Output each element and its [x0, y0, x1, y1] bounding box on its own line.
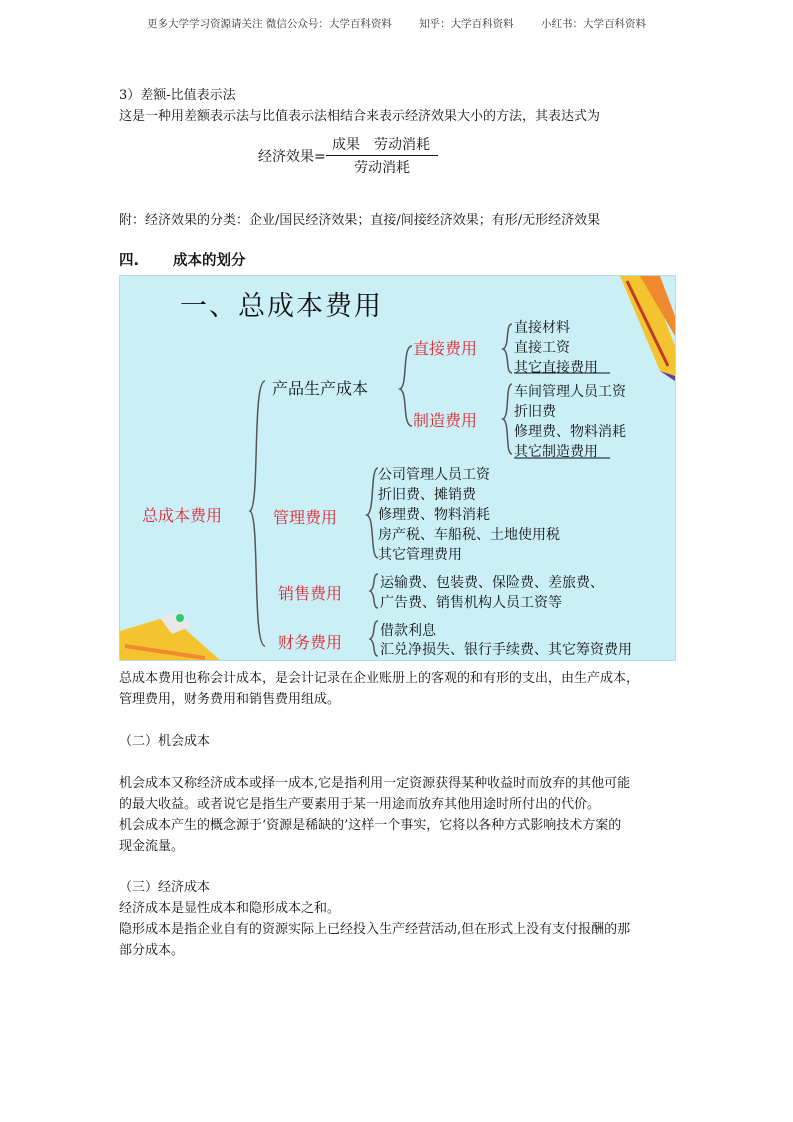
root-brace — [250, 381, 265, 646]
finance-item: 借款利息 — [380, 623, 436, 639]
admin-item: 修理费、物料消耗 — [378, 507, 490, 523]
direct-cost-label: 直接费用 — [413, 339, 478, 358]
cost-breakdown-slide — [119, 275, 676, 661]
economic-line: 部分成本。 — [119, 943, 185, 958]
method-desc: 这是一种用差额表示法与比值表示法相结合来表示经济效果大小的方法，其表达式为 — [119, 109, 601, 124]
finance-item: 汇兑净损失、银行手续费、其它筹资费用 — [380, 642, 632, 658]
opportunity-heading: （二）机会成本 — [119, 734, 211, 749]
economic-line: 隐形成本是指企业自有的资源实际上已经投入生产经营活动,但在形式上没有支付报酬的那 — [119, 922, 631, 937]
economic-line: 经济成本是显性成本和隐形成本之和。 — [119, 901, 341, 916]
total-desc-line: 总成本费用也称会计成本，是会计记录在企业账册上的客观的和有形的支出，由生产成本， — [119, 671, 640, 686]
header-xiaohongshu: 小红书：大学百科资料 — [541, 18, 647, 30]
pencil-decoration-bottom — [120, 612, 220, 660]
admin-item: 房产税、车船税、土地使用税 — [378, 527, 560, 543]
admin-item: 折旧费、摊销费 — [378, 487, 476, 503]
manufacture-item: 其它制造费用 — [514, 444, 598, 460]
sales-item: 广告费、销售机构人员工资等 — [380, 595, 562, 611]
manufacture-cost-label: 制造费用 — [413, 411, 478, 430]
admin-item: 其它管理费用 — [378, 547, 462, 563]
header-wechat: 更多大学学习资源请关注 微信公众号：大学百科资料 — [146, 18, 392, 30]
fraction-bar — [326, 155, 438, 156]
sales-item: 运输费、包装费、保险费、差旅费、 — [380, 575, 604, 591]
formula-lhs: 经济效果= — [258, 149, 326, 165]
opportunity-line: 机会成本产生的概念源于‘资源是稀缺的’这样一个事实，它将以各种方式影响技术方案的 — [119, 818, 622, 833]
opportunity-line: 现金流量。 — [119, 839, 185, 854]
page-header — [0, 16, 793, 31]
admin-item: 公司管理人员工资 — [378, 467, 490, 483]
manufacture-item: 车间管理人员工资 — [514, 384, 626, 400]
slide-title: 一、总成本费用 — [180, 291, 383, 322]
product-brace — [400, 346, 412, 426]
root-label: 总成本费用 — [142, 506, 223, 525]
opportunity-line: 的最大收益。或者说它是指生产要素用于某一用途而放弃其他用途时所付出的代价。 — [119, 797, 601, 812]
manufacture-item: 修理费、物料消耗 — [514, 424, 626, 440]
manufacture-item: 折旧费 — [514, 404, 556, 420]
direct-item: 其它直接费用 — [514, 360, 598, 376]
economic-heading: （三）经济成本 — [119, 880, 211, 895]
section-heading — [119, 249, 246, 270]
opportunity-line: 机会成本又称经济成本或择一成本,它是指利用一定资源获得某种收益时而放弃的其他可能 — [119, 776, 631, 791]
section-number: 四. — [119, 253, 140, 269]
direct-item: 直接工资 — [514, 340, 570, 356]
total-desc-line: 管理费用，财务费用和销售费用组成。 — [119, 692, 341, 707]
pencil-decoration-top — [620, 276, 675, 381]
formula-denominator: 劳动消耗 — [354, 160, 410, 176]
direct-item: 直接材料 — [514, 320, 570, 336]
finance-cost-label: 财务费用 — [278, 633, 343, 652]
section-title: 成本的划分 — [173, 253, 246, 269]
sales-cost-label: 销售费用 — [278, 584, 343, 603]
admin-cost-label: 管理费用 — [273, 508, 338, 527]
product-cost-label: 产品生产成本 — [272, 379, 369, 398]
method-title: 3）差额-比值表示法 — [119, 88, 236, 103]
header-zhihu: 知乎：大学百科资料 — [419, 18, 514, 30]
formula-numerator: 成果 劳动消耗 — [332, 137, 430, 153]
appendix-text: 附：经济效果的分类：企业/国民经济效果；直接/间接经济效果；有形/无形经济效果 — [119, 213, 601, 228]
formula — [258, 134, 458, 178]
